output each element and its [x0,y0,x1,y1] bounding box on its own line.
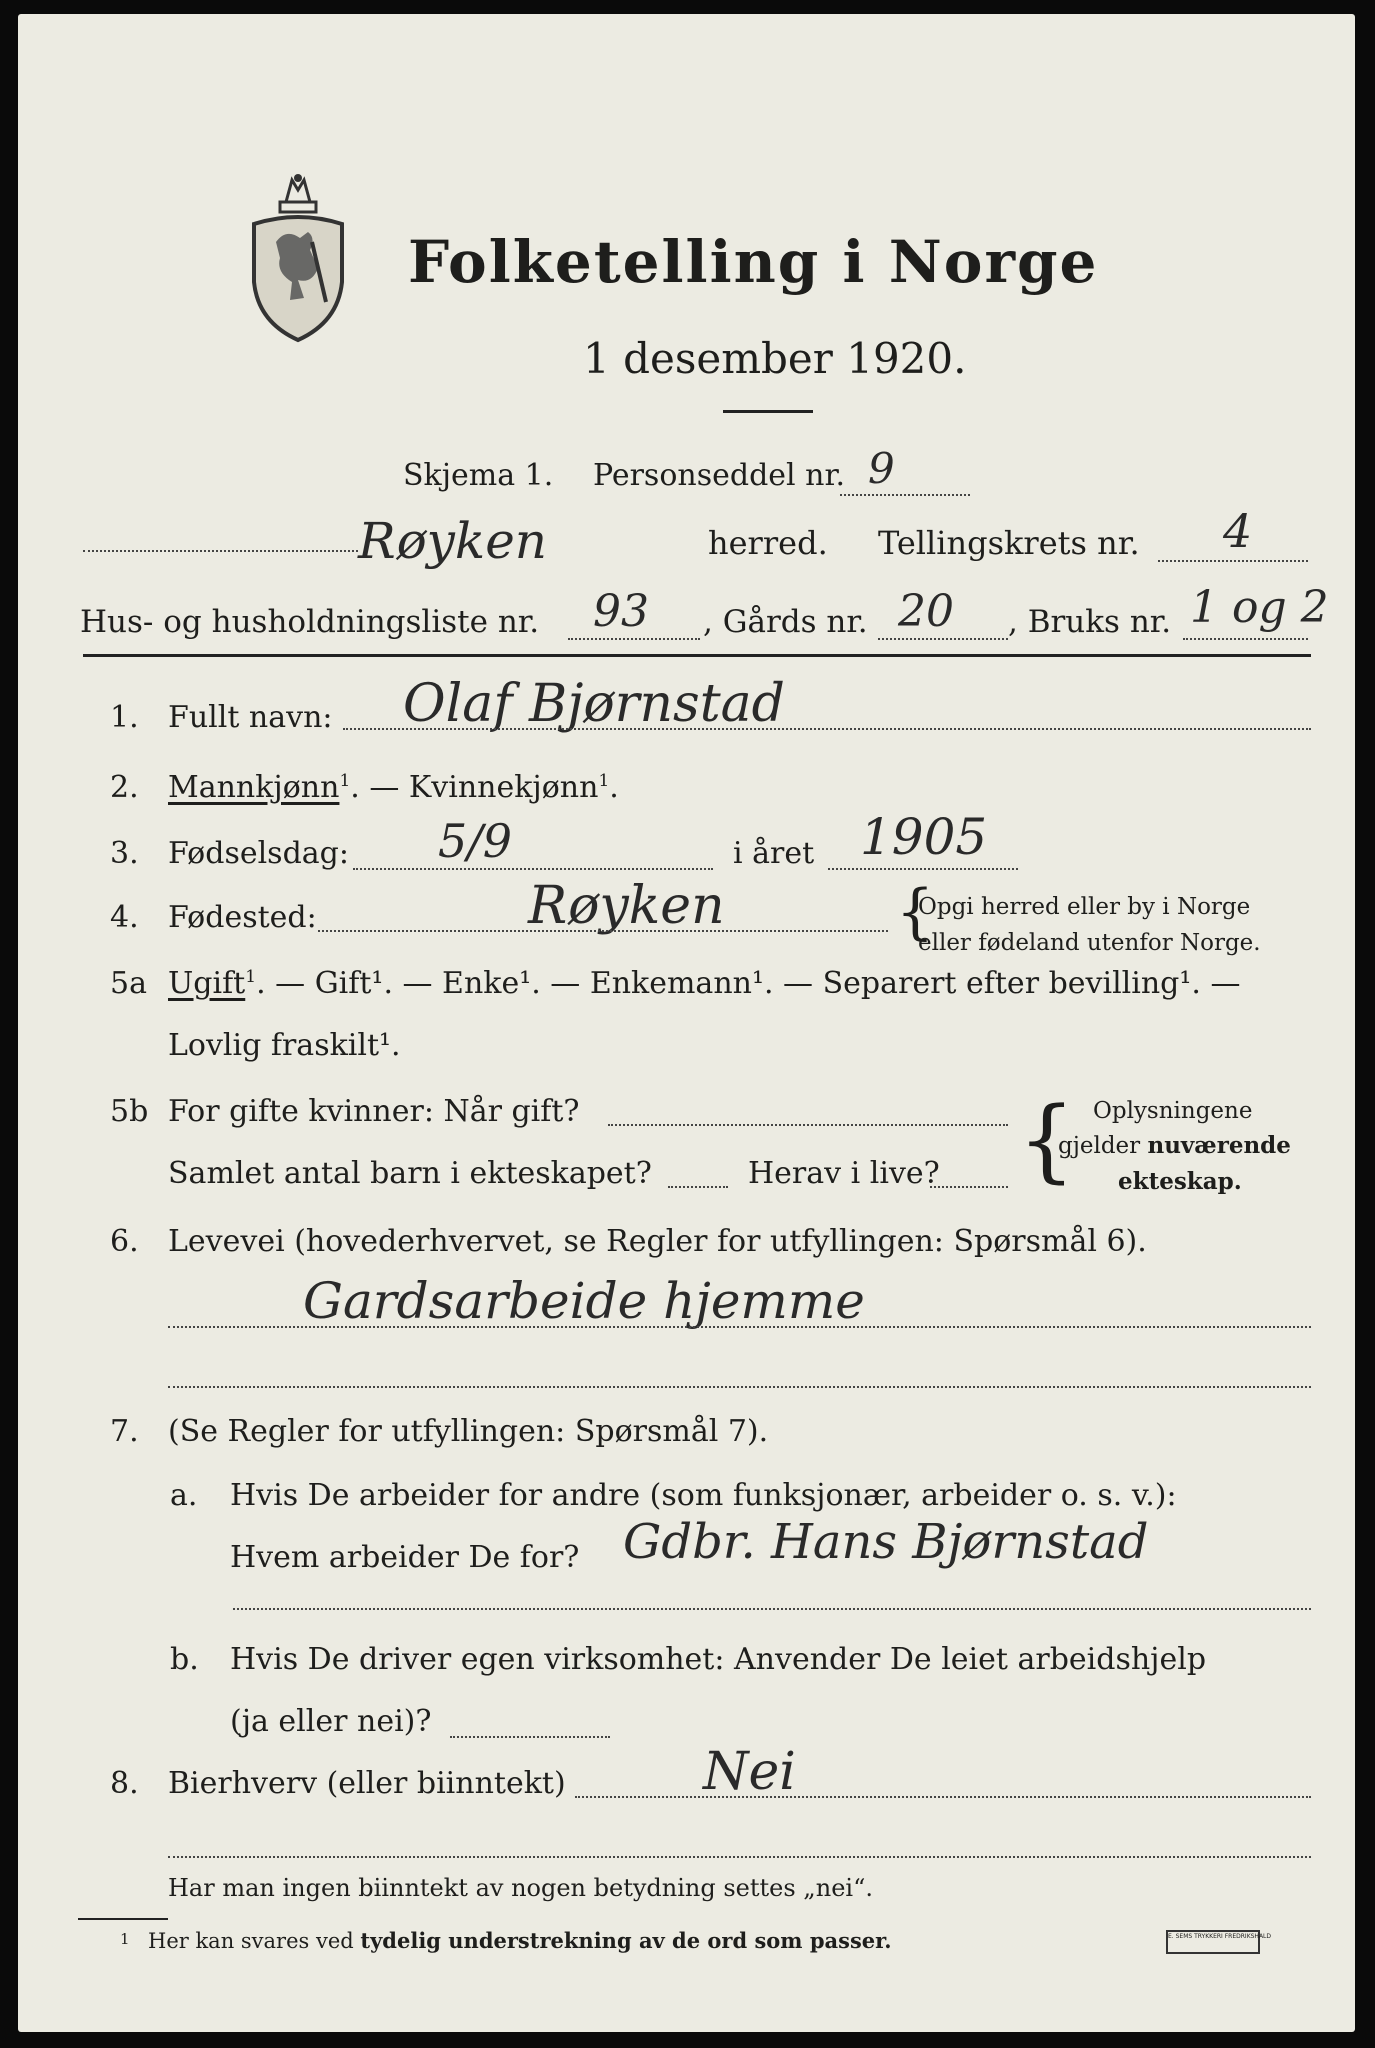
q3-value: 5/9 [438,814,513,868]
tellingskrets-value: 4 [1223,504,1253,558]
q5b-note-line2 [1058,1132,1291,1159]
q6-number: 6. [110,1224,139,1259]
printer-stamp: E. SEMS TRYKKERI FREDRIKSHALD [1166,1930,1260,1954]
q2-male-option: Mannkjønn [168,770,340,805]
q5b-antal-barn: Samlet antal barn i ekteskapet? [168,1156,652,1191]
gards-label: , Gårds nr. [703,604,868,640]
q4-line [318,930,888,932]
q7a-line [233,1608,1311,1610]
q6-value: Gardsarbeide hjemme [303,1272,865,1330]
q8-value: Nei [703,1742,796,1802]
footnote-text-b: tydelig understrekning av de ord som passer. [360,1928,892,1953]
personseddel-value: 9 [868,444,895,493]
q7a-value: Gdbr. Hans Bjørnstad [623,1514,1149,1570]
q8-line2 [168,1856,1311,1858]
q1-line [343,728,1311,730]
q1-label: Fullt navn: [168,700,333,735]
header-rule [83,654,1311,657]
q5b-note-nuvaerende: nuværende [1147,1132,1291,1159]
footnote-rule [78,1918,168,1920]
q3-number: 3. [110,836,139,871]
q5b-note-line1: Oplysningene [1093,1098,1253,1124]
q5b-number: 5b [110,1094,149,1129]
q7b-letter: b. [170,1642,199,1677]
q4-note-line1: Opgi herred eller by i Norge [918,894,1251,920]
gards-line [878,638,1008,640]
hus-label: Hus- og husholdningsliste nr. [80,604,540,640]
q2-number: 2. [110,770,139,805]
q8-label: Bierhverv (eller biinntekt) [168,1766,566,1801]
q3-label: Fødselsdag: [168,836,349,871]
footnote-text-a: Her kan svares ved [148,1929,361,1953]
q3-year-value: 1905 [860,808,988,866]
q1-value: Olaf Bjørnstad [403,674,785,734]
bruks-value: 1 og 2 [1190,582,1329,633]
tellingskrets-label: Tellingskrets nr. [878,524,1140,562]
q4-number: 4. [110,900,139,935]
q5b-herav-i-live: Herav i live? [748,1156,940,1191]
q2-options: Mannkjønn$^1$. — Kvinnekjønn$^1$. [168,770,619,805]
q8-number: 8. [110,1766,139,1801]
hus-line [568,638,700,640]
personseddel-label: Personseddel nr. [593,458,846,493]
q7b-question: (ja eller nei)? [230,1704,432,1739]
q5a-options: Ugift$^1$. — Gift¹. — Enke¹. — Enkemann¹. — Separert efter bevilling¹. — [168,966,1241,1001]
q8-line1 [575,1796,1311,1798]
bruks-label: , Bruks nr. [1008,604,1172,640]
q7b-text: Hvis De driver egen virksomhet: Anvender De leiet arbeidshjelp [230,1642,1207,1677]
q6-line2 [168,1386,1311,1388]
bruks-line [1183,638,1308,640]
q5b-note-line3: ekteskap. [1118,1168,1242,1195]
q6-line1 [168,1326,1311,1328]
q1-number: 1. [110,700,139,735]
q5b-brace: { [1018,1088,1076,1193]
skjema-label: Skjema 1. [403,458,554,493]
q5b-herav-line [930,1186,1008,1188]
coat-of-arms-emblem [246,172,350,342]
q6-label: Levevei (hovederhvervet, se Regler for utfyllingen: Spørsmål 6). [168,1224,1147,1259]
form-title: Folketelling i Norge [408,228,1099,296]
q5b-naar-gift-line [608,1124,1008,1126]
herred-line-left [83,550,358,552]
herred-value: Røyken [358,512,548,570]
q5a-number: 5a [110,966,147,1001]
tellingskrets-line [1158,560,1308,562]
q2-female-option: Kvinnekjønn [408,770,599,805]
q3-year-label: i året [733,836,815,871]
q7-number: 7. [110,1414,139,1449]
q4-brace: { [896,877,935,947]
nei-instruction: Har man ingen biinntekt av nogen betydning settes „nei“. [168,1874,873,1902]
census-form-page [18,14,1355,2032]
q7b-line [450,1736,610,1738]
q7a-text: Hvis De arbeider for andre (som funksjonær, arbeider o. s. v.): [230,1478,1177,1513]
footnote-mark: 1 [120,1930,130,1948]
title-divider [723,410,813,413]
q5b-note-gjelder: gjelder [1058,1133,1148,1159]
q5a-lovlig-fraskilt: Lovlig fraskilt¹. [168,1028,401,1063]
q3-line [353,868,713,870]
q7a-letter: a. [170,1478,198,1513]
footnote-text [148,1928,892,1953]
q2-separator: — [369,770,400,805]
q4-value: Røyken [528,876,725,936]
gards-value: 20 [898,586,954,637]
q7a-question: Hvem arbeider De for? [230,1540,580,1575]
hus-value: 93 [593,586,649,637]
herred-label: herred. [708,524,828,562]
q5a-other-options: — Gift¹. — Enke¹. — Enkemann¹. — Separert efter bevilling¹. — [275,966,1241,1001]
census-date: 1 desember 1920. [583,334,967,383]
personseddel-line [840,494,970,496]
q3-year-line [828,868,1018,870]
q4-note-line2: eller fødeland utenfor Norge. [918,930,1261,956]
q5b-antal-barn-line [668,1186,728,1188]
q7-label: (Se Regler for utfyllingen: Spørsmål 7). [168,1414,769,1449]
q5a-ugift-option: Ugift [168,966,246,1001]
q5b-naar-gift: For gifte kvinner: Når gift? [168,1094,580,1129]
q4-label: Fødested: [168,900,317,935]
